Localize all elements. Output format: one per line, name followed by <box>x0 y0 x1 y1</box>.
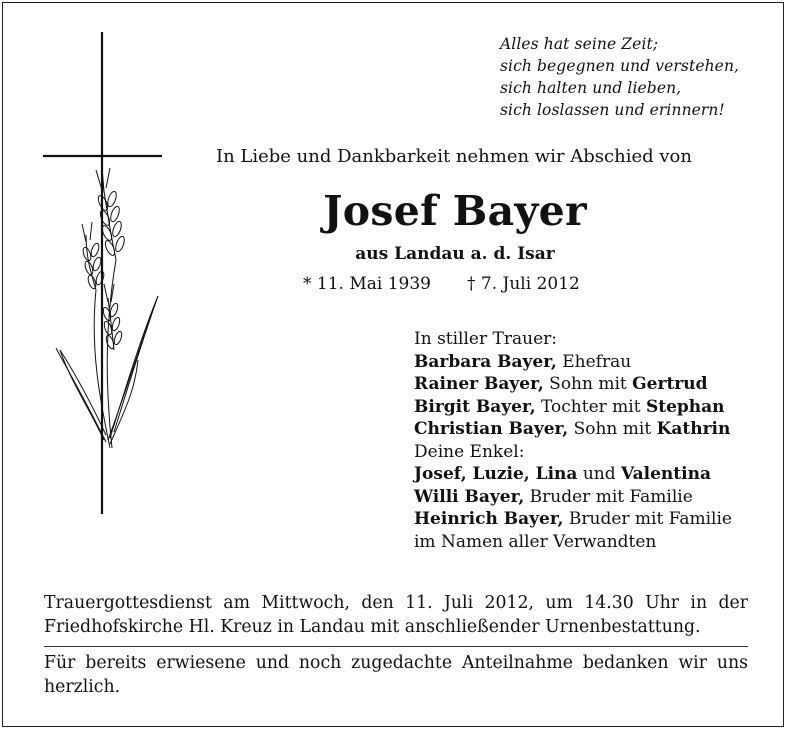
mourner-line <box>414 418 732 441</box>
mourners-list <box>414 328 732 553</box>
mourner-relation: Bruder mit Familie <box>563 509 732 529</box>
mourners-heading: In stiller Trauer: <box>414 329 557 349</box>
mourner-line <box>414 463 732 486</box>
life-dates <box>303 274 580 294</box>
thanks-line: Für bereits erwiesene und noch zugedachte Anteilnahme bedanken wir uns <box>44 653 748 673</box>
mourner-relation: im Namen aller Verwandten <box>414 531 657 552</box>
mourner-relation: Deine Enkel: <box>414 441 525 462</box>
poem-line: Alles hat seine Zeit; <box>500 35 659 53</box>
farewell-intro: In Liebe und Dankbarkeit nehmen wir Abschied von <box>216 146 692 167</box>
mourner-name: Heinrich Bayer, <box>414 509 564 529</box>
mourner-line <box>414 373 732 396</box>
mourner-name: Barbara Bayer, <box>414 351 557 372</box>
mourner-name: Willi Bayer, <box>414 486 525 507</box>
mourner-name: Rainer Bayer, <box>414 374 544 394</box>
birth-date: * 11. Mai 1939 <box>303 274 431 294</box>
mourner-line <box>414 531 732 554</box>
mourner-relation: Sohn mit <box>568 419 657 439</box>
deceased-name: Josef Bayer <box>323 187 587 235</box>
mourner-line <box>414 508 732 531</box>
mourner-name: Birgit Bayer, <box>414 396 536 417</box>
poem-line: sich halten und lieben, <box>500 79 682 97</box>
mourner-relation: Sohn mit <box>543 374 633 394</box>
poem-line: sich loslassen und erinnern! <box>500 101 725 119</box>
poem-line: sich begegnen und verstehen, <box>500 57 740 75</box>
mourner-relation: Ehefrau <box>556 351 632 372</box>
thanks-line: herzlich. <box>44 677 121 697</box>
death-date: † 7. Juli 2012 <box>467 274 580 294</box>
mourner-name: Christian Bayer, <box>414 419 569 439</box>
mourner-name: Stephan <box>645 396 725 417</box>
deceased-origin: aus Landau a. d. Isar <box>355 244 555 264</box>
thanks-text <box>44 651 748 699</box>
mourner-relation: und <box>577 464 622 484</box>
poem <box>500 33 739 121</box>
divider <box>44 646 748 647</box>
service-line: Friedhofskirche Hl. Kreuz in Landau mit anschließender Urnenbestattung. <box>44 617 701 637</box>
mourner-line <box>414 441 732 464</box>
cross-with-wheat-icon <box>40 30 170 520</box>
mourner-line <box>414 396 732 419</box>
mourner-name: Josef, Luzie, Lina <box>414 464 578 484</box>
mourner-line <box>414 351 732 374</box>
mourner-name: Kathrin <box>656 419 731 439</box>
mourner-name: Valentina <box>621 464 711 484</box>
mourner-relation: Tochter mit <box>535 396 646 417</box>
mourner-relation: Bruder mit Familie <box>524 486 693 507</box>
mourner-name: Gertrud <box>632 374 708 394</box>
funeral-service-text <box>44 591 748 639</box>
mourner-line <box>414 486 732 509</box>
service-line: Trauergottesdienst am Mittwoch, den 11. Juli 2012, um 14.30 Uhr in der <box>44 593 748 613</box>
cross-icon <box>43 32 162 514</box>
